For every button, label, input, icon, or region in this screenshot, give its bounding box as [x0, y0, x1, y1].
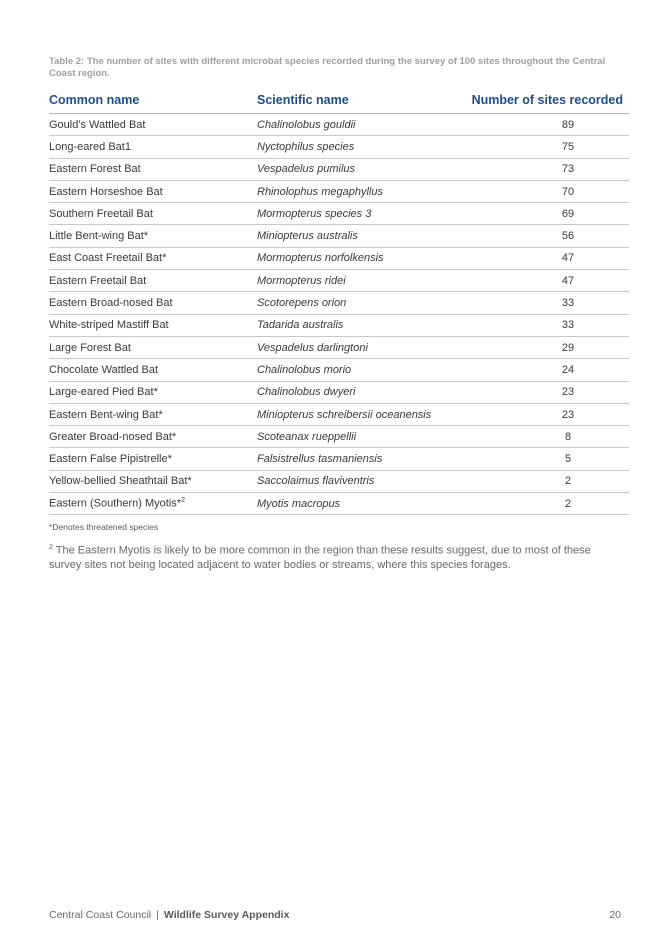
sites-count-cell: 23: [457, 403, 629, 425]
common-name-cell: Eastern Bent-wing Bat*: [49, 403, 257, 425]
table-row: [49, 426, 629, 448]
sites-count-cell: 24: [457, 359, 629, 381]
scientific-name-cell: Mormopterus species 3: [257, 203, 457, 225]
table-row: [49, 114, 629, 136]
table-row: [49, 292, 629, 314]
table-header-row: [49, 89, 629, 114]
common-name-cell: Large Forest Bat: [49, 336, 257, 358]
sites-count-cell: 23: [457, 381, 629, 403]
common-name-cell: Eastern False Pipistrelle*: [49, 448, 257, 470]
sites-count-cell: 5: [457, 448, 629, 470]
sites-count-cell: 33: [457, 314, 629, 336]
sites-count-cell: 70: [457, 180, 629, 202]
table-row: [49, 314, 629, 336]
table-row: [49, 225, 629, 247]
common-name-cell: Gould's Wattled Bat: [49, 114, 257, 136]
table-row: [49, 247, 629, 269]
scientific-name-cell: Myotis macropus: [257, 493, 457, 515]
common-name-cell: Southern Freetail Bat: [49, 203, 257, 225]
table-row: [49, 270, 629, 292]
scientific-name-cell: Vespadelus pumilus: [257, 158, 457, 180]
sites-count-cell: 47: [457, 247, 629, 269]
scientific-name-cell: Falsistrellus tasmaniensis: [257, 448, 457, 470]
scientific-name-cell: Miniopterus australis: [257, 225, 457, 247]
microbat-species-table: [49, 89, 629, 515]
myotis-footnote-text: The Eastern Myotis is likely to be more common in the region than these results suggest, due to most of these survey sites not being located adjacent to water bodies or streams, where this species forages.: [49, 544, 591, 571]
footer-separator: |: [156, 909, 159, 921]
common-name-cell: East Coast Freetail Bat*: [49, 247, 257, 269]
common-name-cell: Long-eared Bat1: [49, 136, 257, 158]
scientific-name-cell: Nyctophilus species: [257, 136, 457, 158]
scientific-name-cell: Scoteanax rueppellii: [257, 426, 457, 448]
common-name-cell: Yellow-bellied Sheathtail Bat*: [49, 470, 257, 492]
sites-count-cell: 2: [457, 493, 629, 515]
footer-document-title: Wildlife Survey Appendix: [163, 909, 290, 921]
table-row: [49, 158, 629, 180]
common-name-cell: White-striped Mastiff Bat: [49, 314, 257, 336]
scientific-name-cell: Saccolaimus flaviventris: [257, 470, 457, 492]
table-row: [49, 493, 629, 515]
common-name-cell: Eastern Horseshoe Bat: [49, 180, 257, 202]
scientific-name-cell: Mormopterus norfolkensis: [257, 247, 457, 269]
sites-count-cell: 69: [457, 203, 629, 225]
common-name-cell: Greater Broad-nosed Bat*: [49, 426, 257, 448]
common-name-cell: Eastern Forest Bat: [49, 158, 257, 180]
threatened-species-note: *Denotes threatened species: [49, 522, 159, 532]
table-row: [49, 381, 629, 403]
table-row: [49, 403, 629, 425]
sites-count-cell: 29: [457, 336, 629, 358]
scientific-name-cell: Rhinolophus megaphyllus: [257, 180, 457, 202]
footnote-ref: 2: [181, 497, 185, 505]
common-name-cell: [49, 493, 257, 515]
myotis-footnote: [49, 541, 619, 572]
column-header-scientific-name: Scientific name: [257, 89, 457, 114]
common-name-cell: Eastern Freetail Bat: [49, 270, 257, 292]
footnote-marker: 2: [49, 544, 53, 551]
sites-count-cell: 89: [457, 114, 629, 136]
scientific-name-cell: Chalinolobus dwyeri: [257, 381, 457, 403]
page-number: 20: [609, 909, 621, 921]
sites-count-cell: 33: [457, 292, 629, 314]
column-header-sites-recorded: Number of sites recorded: [457, 89, 629, 114]
common-name-text: Eastern (Southern) Myotis*: [49, 498, 182, 511]
table-row: [49, 136, 629, 158]
table-row: [49, 180, 629, 202]
sites-count-cell: 56: [457, 225, 629, 247]
scientific-name-cell: Miniopterus schreibersii oceanensis: [257, 403, 457, 425]
column-header-common-name: Common name: [49, 89, 257, 114]
scientific-name-cell: Chalinolobus gouldii: [257, 114, 457, 136]
table-row: [49, 203, 629, 225]
table-row: [49, 336, 629, 358]
sites-count-cell: 47: [457, 270, 629, 292]
sites-count-cell: 2: [457, 470, 629, 492]
scientific-name-cell: Scotorepens orion: [257, 292, 457, 314]
common-name-cell: Eastern Broad-nosed Bat: [49, 292, 257, 314]
table-row: [49, 470, 629, 492]
scientific-name-cell: Vespadelus darlingtoni: [257, 336, 457, 358]
footer-org: Central Coast Council: [49, 909, 152, 921]
table-caption: Table 2: The number of sites with different microbat species recorded during the survey of 100 sites throughout the Central Coast region.: [49, 56, 606, 79]
common-name-cell: Large-eared Pied Bat*: [49, 381, 257, 403]
common-name-cell: Chocolate Wattled Bat: [49, 359, 257, 381]
page-footer: [49, 909, 623, 921]
common-name-cell: Little Bent-wing Bat*: [49, 225, 257, 247]
sites-count-cell: 8: [457, 426, 629, 448]
sites-count-cell: 73: [457, 158, 629, 180]
table-row: [49, 359, 629, 381]
scientific-name-cell: Chalinolobus morio: [257, 359, 457, 381]
table-row: [49, 448, 629, 470]
sites-count-cell: 75: [457, 136, 629, 158]
scientific-name-cell: Mormopterus ridei: [257, 270, 457, 292]
scientific-name-cell: Tadarida australis: [257, 314, 457, 336]
